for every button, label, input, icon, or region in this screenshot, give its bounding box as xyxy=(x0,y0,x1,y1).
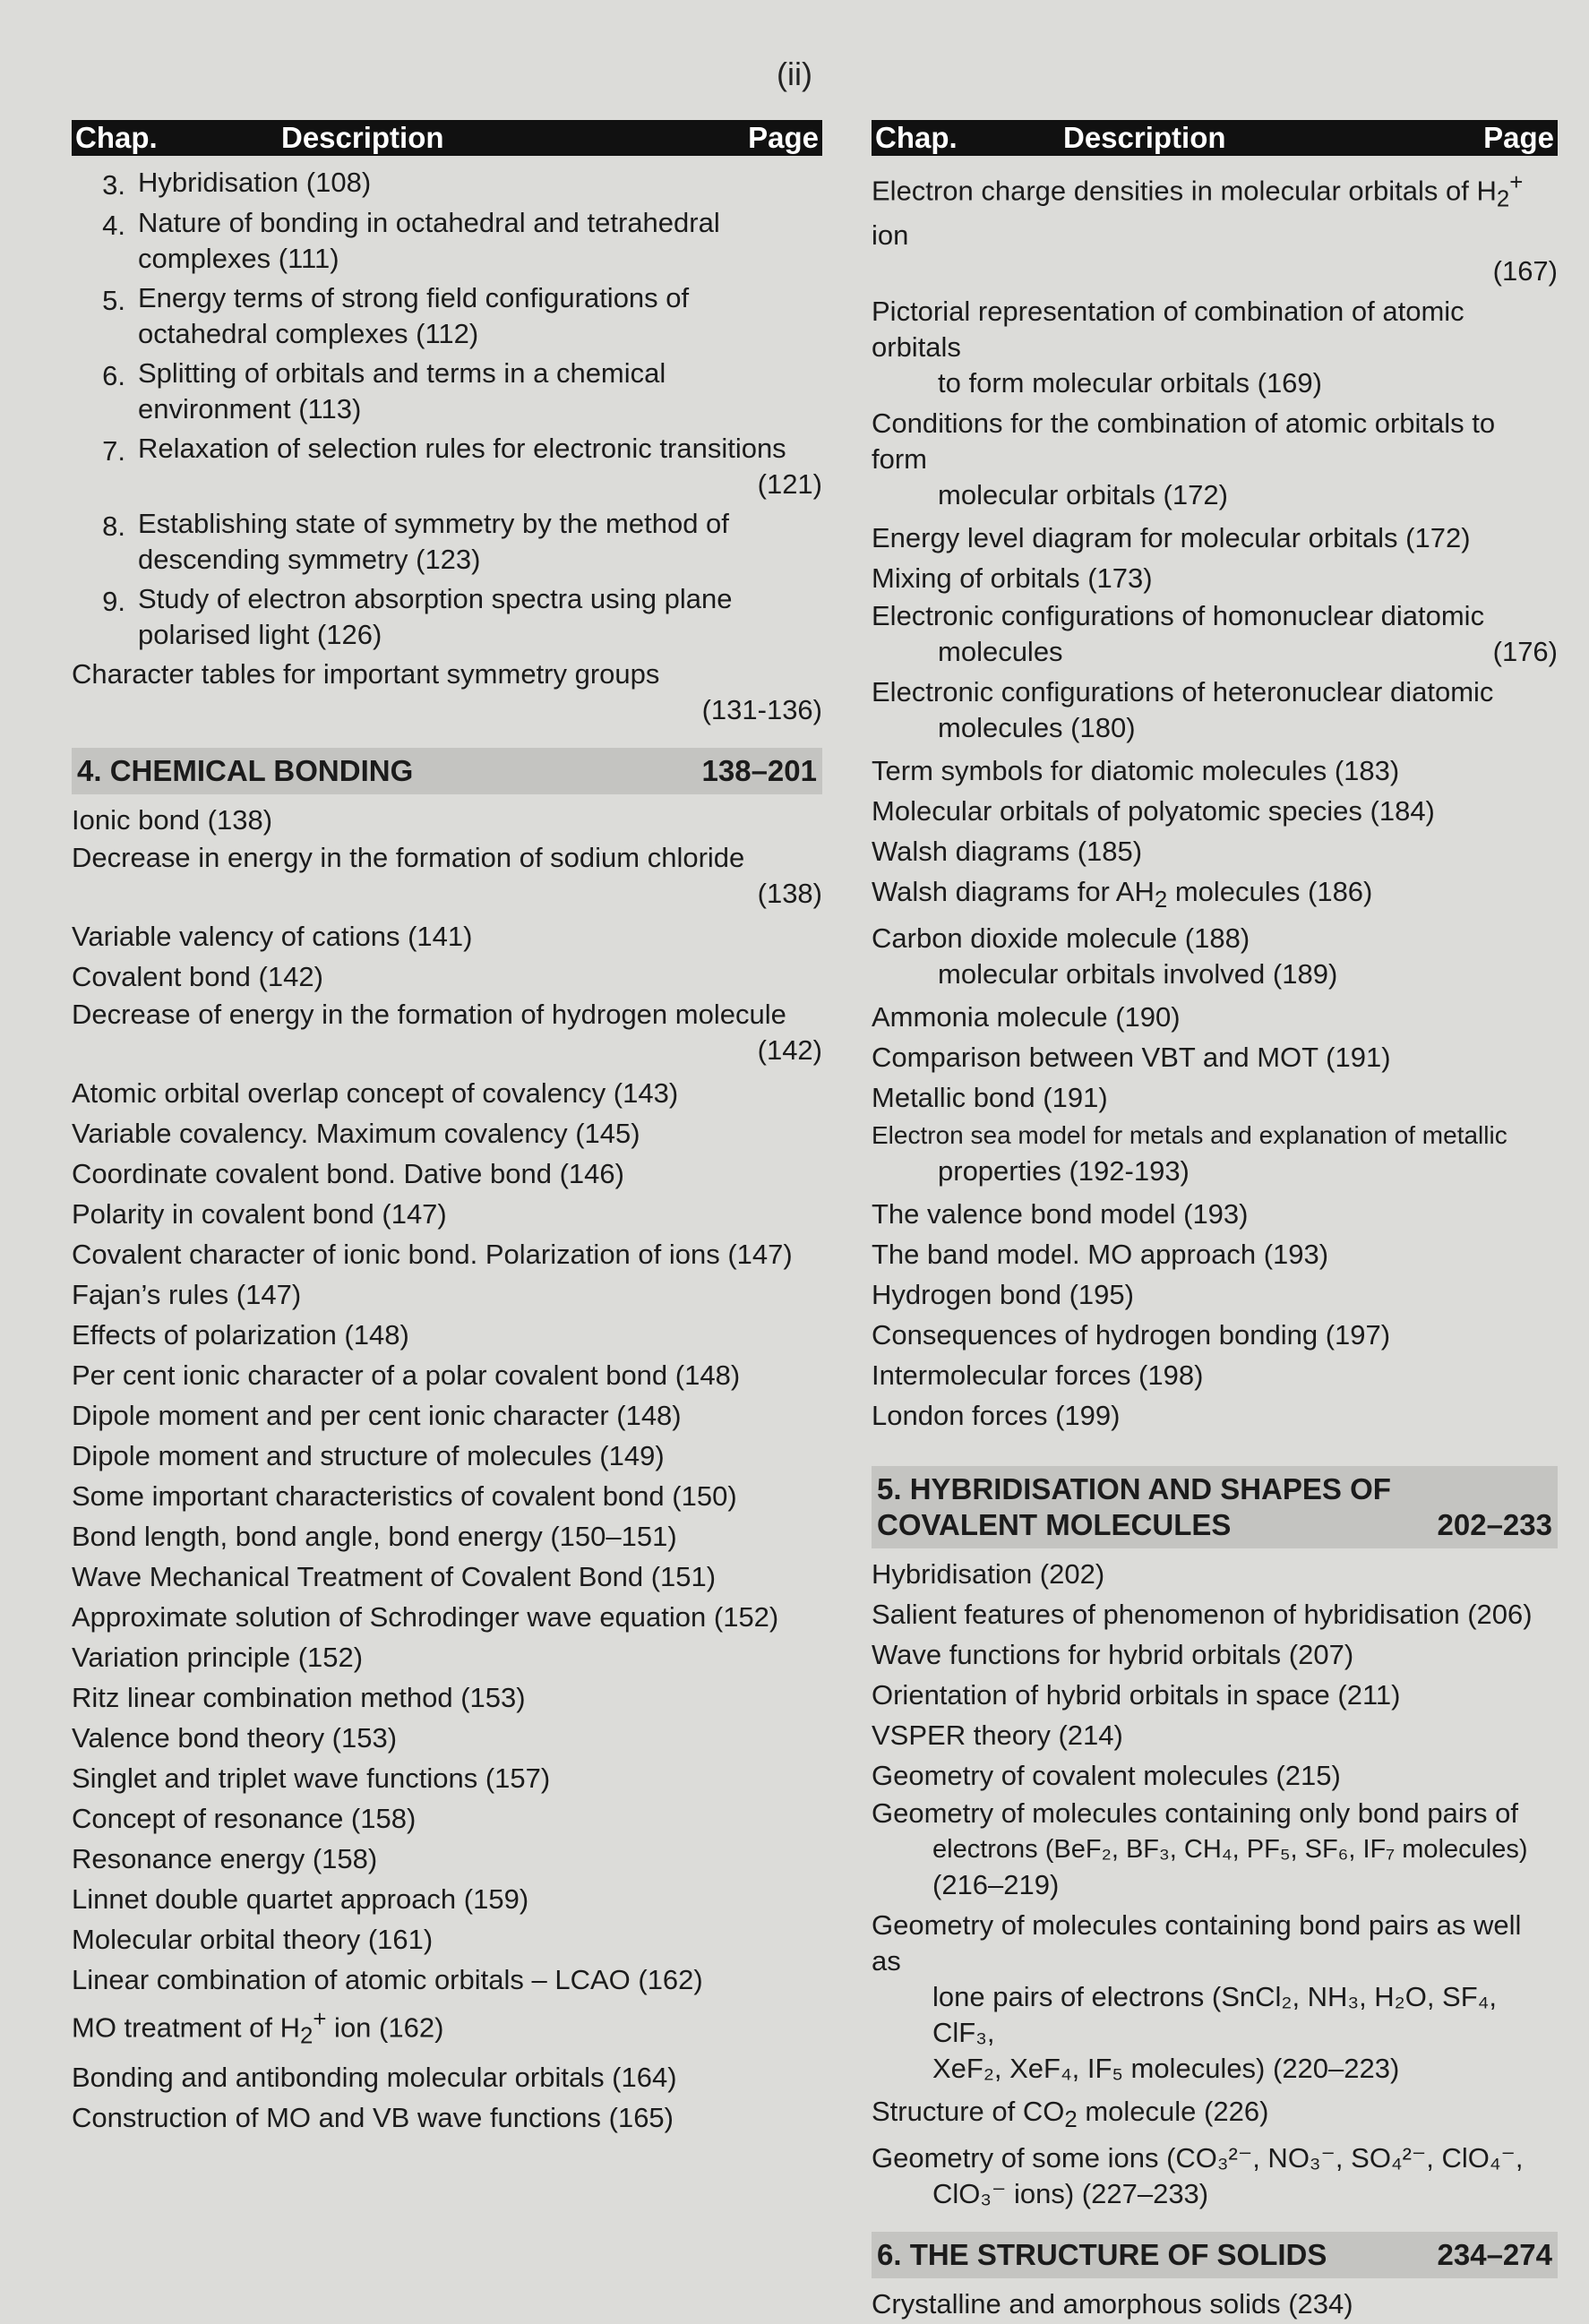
superscript: + xyxy=(1509,170,1524,195)
toc-entry xyxy=(72,840,822,912)
entry-number: 6. xyxy=(102,360,125,391)
toc-entry: Variation principle (152) xyxy=(72,1642,364,1673)
subscript: 2 xyxy=(1496,186,1510,212)
toc-entry: Metallic bond (191) xyxy=(872,1081,1108,1113)
entry-text: Character tables for important symmetry groups xyxy=(72,658,660,690)
entry-text: Carbon dioxide molecule (188) xyxy=(872,922,1250,954)
entry-page: (142) xyxy=(757,1034,822,1066)
toc-entry: Polarity in covalent bond (147) xyxy=(72,1198,447,1230)
toc-entry xyxy=(872,1908,1558,2087)
toc-entry: Bonding and antibonding molecular orbitals (164) xyxy=(72,2061,677,2093)
toc-entry-mo-treatment xyxy=(72,2000,822,2057)
toc-entry xyxy=(872,2140,1558,2212)
entry-text: Electronic configurations of heteronuclear diatomic xyxy=(872,675,1494,707)
toc-entry: Intermolecular forces (198) xyxy=(872,1359,1204,1391)
section-pages: 138–201 xyxy=(701,754,817,787)
entry-number: 7. xyxy=(102,435,125,467)
toc-entry xyxy=(872,1796,1558,1903)
toc-entry: Linnet double quartet approach (159) xyxy=(72,1883,529,1915)
toc-entry: Term symbols for diatomic molecules (183) xyxy=(872,754,1400,786)
toc-entry: Concept of resonance (158) xyxy=(72,1803,417,1834)
entry-continuation: lone pairs of electrons (SnCl₂, NH₃, H₂O, SF₄, ClF₃, xyxy=(932,1980,1497,2048)
left-column xyxy=(72,120,822,2138)
toc-entry: Mixing of orbitals (173) xyxy=(872,562,1153,594)
toc-entry: Effects of polarization (148) xyxy=(72,1319,409,1351)
toc-entry: Valence bond theory (153) xyxy=(72,1722,398,1754)
header-chap: Chap. xyxy=(875,121,958,154)
toc-entry xyxy=(72,356,822,431)
toc-entry: Wave functions for hybrid orbitals (207) xyxy=(872,1638,1354,1670)
toc-entry: Covalent character of ionic bond. Polarization of ions (147) xyxy=(72,1239,793,1270)
subscript: 2 xyxy=(1064,2106,1078,2132)
entry-continuation: to form molecular orbitals (169) xyxy=(938,366,1322,399)
entry-text: Decrease in energy in the formation of sodium chloride xyxy=(72,842,745,873)
entry-text: Conditions for the combination of atomic orbitals to form xyxy=(872,407,1496,475)
toc-entry xyxy=(72,581,822,656)
toc-entry: Resonance energy (158) xyxy=(72,1843,378,1874)
toc-entry: Fajan’s rules (147) xyxy=(72,1279,302,1310)
entry-text: Geometry of some ions (CO₃²⁻, NO₃⁻, SO₄²⁻, ClO₄⁻, xyxy=(872,2141,1524,2174)
entry-number: 5. xyxy=(102,285,125,316)
entry-continuation: (216–219) xyxy=(932,1868,1060,1900)
toc-entry xyxy=(72,431,822,506)
entry-continuation: electrons (BeF₂, BF₃, CH₄, PF₅, SF₆, IF₇ molecules) xyxy=(932,1834,1528,1864)
entry-text: Energy terms of strong field configurations of octahedral complexes (112) xyxy=(138,282,690,349)
toc-entry: London forces (199) xyxy=(872,1399,1121,1431)
section-heading-hybridisation xyxy=(872,1466,1558,1548)
toc-entry: Wave Mechanical Treatment of Covalent Bond (151) xyxy=(72,1561,717,1592)
header-chap: Chap. xyxy=(75,121,158,154)
entry-continuation: molecular orbitals involved (189) xyxy=(938,957,1338,990)
toc-entry: Crystalline and amorphous solids (234) xyxy=(872,2287,1353,2320)
superscript: + xyxy=(313,2007,327,2032)
entry-text: Geometry of molecules containing bond pairs as well as xyxy=(872,1908,1522,1977)
entry-text: Study of electron absorption spectra using plane polarised light (126) xyxy=(138,583,733,650)
entry-number: 8. xyxy=(102,510,125,542)
toc-entry: Per cent ionic character of a polar covalent bond (148) xyxy=(72,1359,741,1391)
toc-entry: Molecular orbitals of polyatomic species (184) xyxy=(872,794,1435,827)
toc-entry xyxy=(72,205,822,280)
entry-text: ion (162) xyxy=(326,2011,444,2044)
entry-page: (131-136) xyxy=(701,694,822,725)
section-heading-chemical-bonding xyxy=(72,748,822,794)
entry-continuation: XeF₂, XeF₄, IF₅ molecules) (220–223) xyxy=(932,2052,1400,2084)
toc-entry: Dipole moment and structure of molecules (149) xyxy=(72,1440,665,1471)
entry-continuation: ClO₃⁻ ions) (227–233) xyxy=(932,2177,1209,2209)
toc-entry: Hybridisation (202) xyxy=(872,1557,1105,1590)
section-pages: 202–233 xyxy=(1437,1507,1552,1541)
toc-entry xyxy=(872,1118,1558,1189)
toc-entry: Hydrogen bond (195) xyxy=(872,1278,1134,1310)
toc-entry xyxy=(872,921,1558,992)
entry-text: molecules (186) xyxy=(1167,875,1373,907)
section-heading-structure-of-solids xyxy=(872,2232,1558,2278)
section-pages: 234–274 xyxy=(1437,2237,1552,2271)
toc-entry: Molecular orbital theory (161) xyxy=(72,1924,434,1955)
section-title: 5. HYBRIDISATION AND SHAPES OF COVALENT MOLECULES xyxy=(877,1471,1391,1541)
toc-entry-co2 xyxy=(872,2091,1558,2140)
entry-page: (167) xyxy=(1492,254,1558,287)
toc-entry: Consequences of hydrogen bonding (197) xyxy=(872,1318,1391,1351)
entry-continuation: properties (192-193) xyxy=(938,1154,1190,1187)
toc-entry: Some important characteristics of covalent bond (150) xyxy=(72,1480,737,1512)
toc-entry: Ammonia molecule (190) xyxy=(872,1000,1181,1033)
entry-text: Electron charge densities in molecular orbitals of H xyxy=(872,175,1497,207)
entry-continuation: molecular orbitals (172) xyxy=(938,478,1228,510)
entry-text: Structure of CO xyxy=(872,2095,1065,2127)
entry-text: Walsh diagrams for AH xyxy=(872,875,1155,907)
toc-entry: The band model. MO approach (193) xyxy=(872,1238,1329,1270)
entry-text: Establishing state of symmetry by the method of descending symmetry (123) xyxy=(138,508,729,575)
toc-entry: The valence bond model (193) xyxy=(872,1197,1249,1230)
right-column-header xyxy=(872,120,1558,156)
entry-text: Geometry of molecules containing only bond pairs of xyxy=(872,1797,1519,1829)
entry-continuation: molecules (180) xyxy=(938,711,1136,743)
entry-number: 4. xyxy=(102,210,125,241)
entry-text: Decrease of energy in the formation of hydrogen molecule xyxy=(72,999,786,1030)
entry-number: 9. xyxy=(102,586,125,617)
toc-entry xyxy=(72,280,822,356)
entry-text: Relaxation of selection rules for electronic transitions xyxy=(138,433,786,464)
entry-text: molecule (226) xyxy=(1077,2095,1269,2127)
toc-entry: Comparison between VBT and MOT (191) xyxy=(872,1041,1391,1073)
toc-entry: Bond length, bond angle, bond energy (150–151) xyxy=(72,1521,677,1552)
toc-entry: Approximate solution of Schrodinger wave equation (152) xyxy=(72,1601,779,1633)
toc-entry xyxy=(72,506,822,581)
toc-entry: Covalent bond (142) xyxy=(72,961,323,992)
entry-text: Splitting of orbitals and terms in a chemical environment (113) xyxy=(138,357,666,424)
toc-entry xyxy=(72,997,822,1068)
entry-number: 3. xyxy=(102,169,125,201)
toc-entry: Variable valency of cations (141) xyxy=(72,921,473,952)
toc-entry: Salient features of phenomenon of hybridisation (206) xyxy=(872,1598,1533,1630)
header-description: Description xyxy=(281,121,444,154)
entry-text: Electronic configurations of homonuclear diatomic xyxy=(872,599,1485,631)
toc-entry xyxy=(872,674,1558,746)
toc-entry xyxy=(72,165,822,205)
entry-text: ion xyxy=(872,219,909,251)
toc-entry: Singlet and triplet wave functions (157) xyxy=(72,1762,551,1794)
toc-entry: Walsh diagrams (185) xyxy=(872,835,1143,867)
toc-entry: Variable covalency. Maximum covalency (145) xyxy=(72,1118,640,1149)
toc-entry: Ionic bond (138) xyxy=(72,804,273,836)
subscript: 2 xyxy=(299,2023,314,2049)
toc-entry: VSPER theory (214) xyxy=(872,1719,1123,1751)
entry-continuation: molecules xyxy=(938,635,1063,667)
entry-text: Pictorial representation of combination of atomic orbitals xyxy=(872,295,1464,363)
subscript: 2 xyxy=(1154,887,1168,913)
header-description: Description xyxy=(1063,121,1226,154)
toc-entry: Linear combination of atomic orbitals – LCAO (162) xyxy=(72,1964,703,1995)
left-column-header xyxy=(72,120,822,156)
entry-page: (176) xyxy=(1492,635,1558,667)
header-page: Page xyxy=(1483,121,1554,154)
toc-entry: Orientation of hybrid orbitals in space (211) xyxy=(872,1678,1401,1711)
toc-entry xyxy=(872,406,1558,513)
section-title: 6. THE STRUCTURE OF SOLIDS xyxy=(877,2237,1327,2271)
toc-entry xyxy=(872,598,1558,670)
toc-entry: Geometry of covalent molecules (215) xyxy=(872,1759,1341,1791)
toc-entry xyxy=(872,294,1558,401)
toc-entry: Dipole moment and per cent ionic character (148) xyxy=(72,1400,682,1431)
toc-entry-electron-density xyxy=(872,165,1558,289)
toc-entry xyxy=(72,656,822,728)
entry-text: Electron sea model for metals and explanation of metallic xyxy=(872,1120,1507,1149)
entry-text: Hybridisation (108) xyxy=(138,167,372,198)
section-title: 4. CHEMICAL BONDING xyxy=(77,754,414,787)
toc-entry: Coordinate covalent bond. Dative bond (146) xyxy=(72,1158,624,1189)
right-column xyxy=(872,120,1558,2324)
entry-text: Nature of bonding in octahedral and tetrahedral complexes (111) xyxy=(138,207,720,274)
toc-entry: Construction of MO and VB wave functions (165) xyxy=(72,2101,674,2133)
entry-page: (138) xyxy=(757,878,822,909)
entry-text: MO treatment of H xyxy=(72,2011,300,2044)
toc-entry: Ritz linear combination method (153) xyxy=(72,1682,526,1713)
page-number: (ii) xyxy=(777,56,812,92)
toc-entry-walsh-ah2 xyxy=(872,871,1558,921)
toc-entry: Atomic orbital overlap concept of covalency (143) xyxy=(72,1077,679,1109)
entry-page: (121) xyxy=(757,468,822,500)
header-page: Page xyxy=(748,121,819,154)
toc-entry: Energy level diagram for molecular orbitals (172) xyxy=(872,521,1471,553)
